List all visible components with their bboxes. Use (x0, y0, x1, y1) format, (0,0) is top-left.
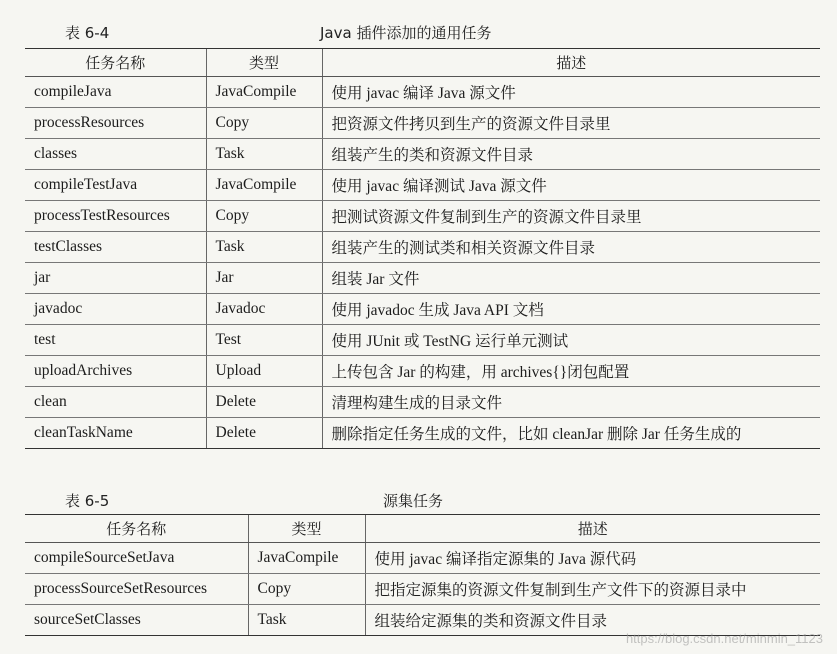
task-type-cell: Copy (248, 574, 365, 605)
table-row (25, 77, 820, 108)
task-type-cell: Copy (206, 108, 322, 139)
task-name-cell: processTestResources (25, 201, 206, 232)
task-type-cell: Jar (206, 263, 322, 294)
table1-header (25, 49, 820, 77)
task-name-cell: test (25, 325, 206, 356)
table2-body (25, 543, 820, 636)
table2-header-name: 任务名称 (25, 515, 248, 543)
table-row (25, 232, 820, 263)
table-row (25, 139, 820, 170)
task-desc-cell: 把测试资源文件复制到生产的资源文件目录里 (322, 201, 820, 232)
task-type-cell: Task (206, 139, 322, 170)
table1-title: Java 插件添加的通用任务 (320, 24, 492, 42)
task-type-cell: Copy (206, 201, 322, 232)
task-name-cell: processSourceSetResources (25, 574, 248, 605)
table1-header-row (25, 49, 820, 77)
table-row (25, 201, 820, 232)
task-desc-cell: 删除指定任务生成的文件，比如 cleanJar 删除 Jar 任务生成的 (322, 418, 820, 449)
task-name-cell: sourceSetClasses (25, 605, 248, 636)
task-type-cell: Test (206, 325, 322, 356)
table2-header-type: 类型 (248, 515, 365, 543)
table2-header-row (25, 515, 820, 543)
table-row (25, 263, 820, 294)
task-name-cell: clean (25, 387, 206, 418)
table-row (25, 108, 820, 139)
task-name-cell: compileTestJava (25, 170, 206, 201)
watermark-text: https://blog.csdn.net/minmin_1123 (625, 631, 823, 646)
task-name-cell: classes (25, 139, 206, 170)
task-desc-cell: 使用 javadoc 生成 Java API 文档 (322, 294, 820, 325)
table-row (25, 574, 820, 605)
task-name-cell: jar (25, 263, 206, 294)
task-type-cell: Javadoc (206, 294, 322, 325)
table-row (25, 418, 820, 449)
task-type-cell: JavaCompile (248, 543, 365, 574)
table2-header-desc: 描述 (365, 515, 820, 543)
table1-header-desc: 描述 (322, 49, 820, 77)
task-name-cell: javadoc (25, 294, 206, 325)
task-type-cell: Task (206, 232, 322, 263)
task-name-cell: processResources (25, 108, 206, 139)
table1-header-type: 类型 (206, 49, 322, 77)
table1-header-name: 任务名称 (25, 49, 206, 77)
table2-number: 表 6-5 (65, 492, 110, 510)
task-name-cell: cleanTaskName (25, 418, 206, 449)
task-type-cell: Delete (206, 387, 322, 418)
table1-number: 表 6-4 (65, 24, 110, 42)
task-name-cell: uploadArchives (25, 356, 206, 387)
task-desc-cell: 使用 javac 编译 Java 源文件 (322, 77, 820, 108)
task-desc-cell: 组装产生的类和资源文件目录 (322, 139, 820, 170)
task-desc-cell: 使用 JUnit 或 TestNG 运行单元测试 (322, 325, 820, 356)
task-desc-cell: 组装产生的测试类和相关资源文件目录 (322, 232, 820, 263)
table-row (25, 170, 820, 201)
table2-header (25, 515, 820, 543)
task-type-cell: Upload (206, 356, 322, 387)
task-name-cell: compileSourceSetJava (25, 543, 248, 574)
task-desc-cell: 清理构建生成的目录文件 (322, 387, 820, 418)
task-desc-cell: 把资源文件拷贝到生产的资源文件目录里 (322, 108, 820, 139)
table-row (25, 543, 820, 574)
task-type-cell: Task (248, 605, 365, 636)
task-name-cell: compileJava (25, 77, 206, 108)
table1-body (25, 77, 820, 449)
task-desc-cell: 组装 Jar 文件 (322, 263, 820, 294)
task-desc-cell: 把指定源集的资源文件复制到生产文件下的资源目录中 (365, 574, 820, 605)
task-desc-cell: 使用 javac 编译指定源集的 Java 源代码 (365, 543, 820, 574)
task-desc-cell: 组装给定源集的类和资源文件目录 (365, 605, 820, 636)
task-desc-cell: 使用 javac 编译测试 Java 源文件 (322, 170, 820, 201)
table2 (25, 514, 820, 636)
task-type-cell: JavaCompile (206, 77, 322, 108)
task-type-cell: JavaCompile (206, 170, 322, 201)
table-row (25, 325, 820, 356)
table-row (25, 294, 820, 325)
table-row (25, 356, 820, 387)
table2-title: 源集任务 (383, 492, 444, 510)
task-desc-cell: 上传包含 Jar 的构建，用 archives{}闭包配置 (322, 356, 820, 387)
task-name-cell: testClasses (25, 232, 206, 263)
task-type-cell: Delete (206, 418, 322, 449)
table1 (25, 48, 820, 449)
table-row (25, 387, 820, 418)
